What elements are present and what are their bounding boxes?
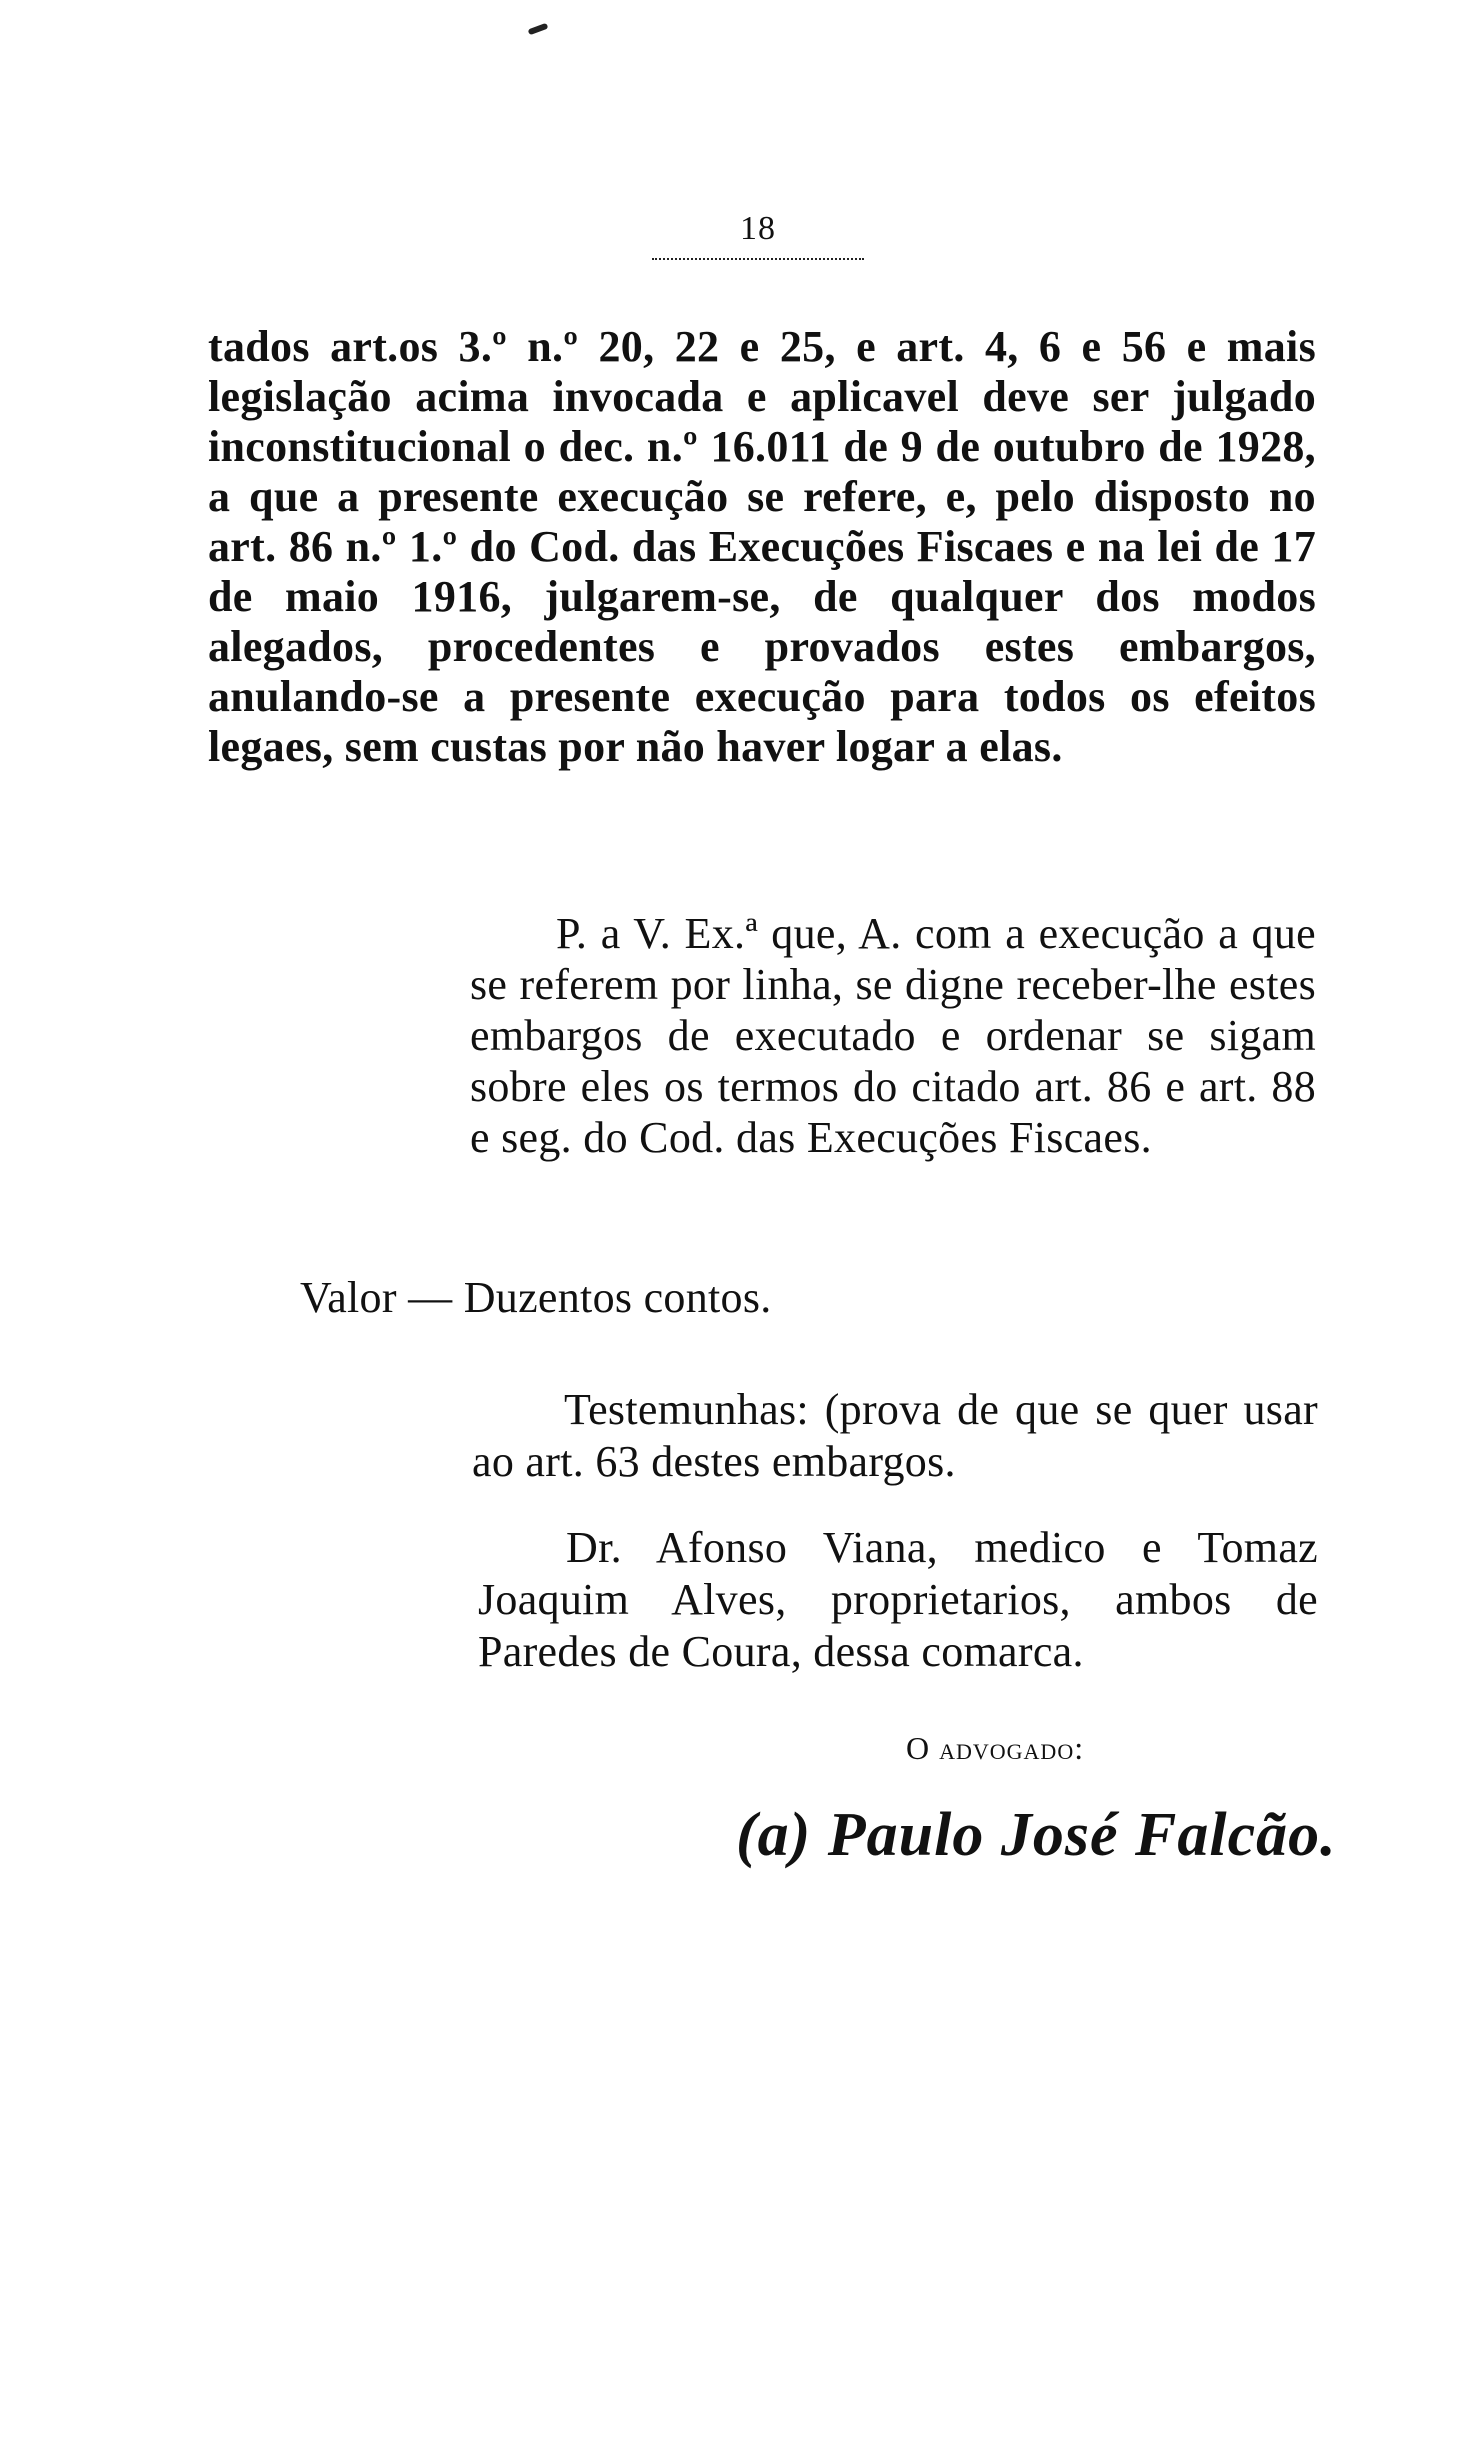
page-number: 18 — [740, 210, 776, 247]
witness-names-paragraph: Dr. Afonso Viana, medico e Tomaz Joaquim Alves, proprietarios, ambos de Paredes de Coura, dessa comarca. — [478, 1523, 1318, 1676]
advocate-signature: (a) Paulo José Falcão. — [736, 1801, 1337, 1869]
witnesses-paragraph: Testemunhas: (prova de que se quer usar ao art. 63 destes embargos. — [472, 1385, 1318, 1486]
advocate-role-label: O advogado: — [906, 1730, 1085, 1766]
page-number-rule — [652, 258, 864, 260]
prayer-paragraph: P. a V. Ex.ª que, A. com a execução a que se referem por linha, se digne receber-lhe estes embargos de executado e ordenar se sigam sobre eles os termos do citado art. 86 e art. 88 e seg. do Cod. das Execuções Fiscaes. — [470, 909, 1316, 1162]
valor-line: Valor — Duzentos contos. — [300, 1273, 772, 1322]
stray-ink-mark — [528, 23, 549, 35]
body-paragraph: tados art.os 3.º n.º 20, 22 e 25, e art. 4, 6 e 56 e mais legislação acima invocada e aplicavel deve ser julgado inconstitucional o dec. n.º 16.011 de 9 de outubro de 1928, a que a presente execução se refere, e, pelo disposto no art. 86 n.º 1.º do Cod. das Execuções Fiscaes e na lei de 17 de maio 1916, julgarem-se, de qualquer dos modos alegados, procedentes e provados estes embargos, anulando-se a presente execução para todos os efeitos legaes, sem custas por não haver logar a elas. — [208, 322, 1316, 771]
